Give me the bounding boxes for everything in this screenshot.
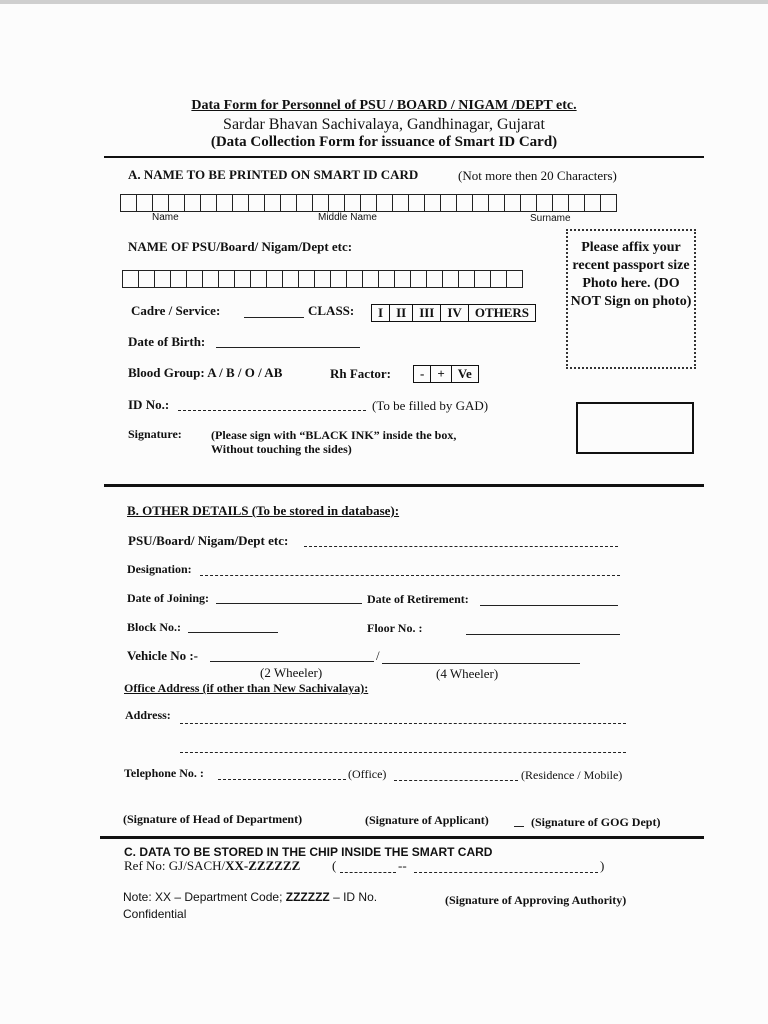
designation-label: Designation:	[127, 562, 192, 576]
dob-label: Date of Birth:	[128, 334, 206, 349]
class-option-5[interactable]: OTHERS	[474, 305, 530, 320]
sig-head-of-department: (Signature of Head of Department)	[123, 812, 303, 826]
joining-field[interactable]	[216, 592, 362, 604]
ref-dash: --	[398, 858, 407, 873]
retirement-label: Date of Retirement:	[367, 592, 469, 606]
block-label: Block No.:	[127, 620, 181, 634]
floor-label: Floor No. :	[367, 621, 423, 635]
section-b-divider	[100, 836, 704, 839]
rh-factor-label: Rh Factor:	[330, 366, 392, 381]
note-tail: – ID No.	[329, 890, 378, 904]
four-wheeler-caption: (4 Wheeler)	[436, 666, 499, 681]
floor-field[interactable]	[466, 623, 620, 635]
block-field[interactable]	[188, 621, 278, 633]
name-boxes[interactable]	[120, 194, 616, 212]
sig-applicant-line	[514, 815, 524, 827]
vehicle-label: Vehicle No :-	[127, 648, 199, 663]
signature-box[interactable]	[576, 402, 694, 454]
vehicle-4w-field[interactable]	[382, 652, 580, 664]
id-label: ID No.:	[128, 397, 170, 412]
rh-options[interactable]	[413, 365, 479, 383]
address-field-1[interactable]	[180, 712, 626, 724]
section-a-heading: A. NAME TO BE PRINTED ON SMART ID CARD	[128, 167, 419, 182]
signature-note-2: Without touching the sides)	[211, 442, 352, 456]
id-note: (To be filled by GAD)	[372, 398, 489, 413]
name-caption: Name	[152, 212, 179, 223]
vehicle-2w-field[interactable]	[210, 650, 374, 662]
telephone-office-field[interactable]	[218, 768, 346, 780]
sig-applicant: (Signature of Applicant)	[365, 813, 489, 827]
middle-name-caption: Middle Name	[318, 212, 377, 223]
section-a-note: (Not more then 20 Characters)	[458, 168, 617, 183]
class-option-2[interactable]: II	[390, 305, 413, 321]
ref-field-1[interactable]	[340, 861, 396, 873]
ref-prefix: Ref No: GJ/SACH/	[124, 858, 226, 873]
dob-field[interactable]	[216, 336, 360, 348]
header-divider	[104, 156, 704, 158]
photo-box: Please affix your recent passport size Photo here. (DO NOT Sign on photo)	[566, 229, 696, 369]
org-label: PSU/Board/ Nigam/Dept etc:	[128, 533, 289, 548]
section-a-divider	[104, 484, 704, 487]
section-c-heading: C. DATA TO BE STORED IN THE CHIP INSIDE THE SMART CARD	[124, 845, 493, 859]
signature-note-1: (Please sign with “BLACK INK” inside the box,	[211, 428, 457, 442]
rh-option-minus[interactable]: -	[414, 366, 431, 382]
vehicle-separator: /	[376, 648, 380, 663]
residence-caption: (Residence / Mobile)	[521, 768, 623, 782]
note-text: Note: XX – Department Code;	[123, 890, 286, 904]
confidential-label: Confidential	[123, 907, 187, 921]
id-field[interactable]	[178, 399, 366, 411]
joining-label: Date of Joining:	[127, 591, 209, 605]
form-address: Sardar Bhavan Sachivalaya, Gandhinagar, Gujarat	[223, 116, 545, 133]
scan-edge	[0, 0, 768, 4]
office-address-heading: Office Address (if other than New Sachivalaya):	[124, 681, 369, 695]
org-field[interactable]	[304, 535, 618, 547]
org-name-label: NAME OF PSU/Board/ Nigam/Dept etc:	[128, 239, 353, 254]
blood-group-label: Blood Group: A / B / O / AB	[128, 365, 283, 380]
cadre-label: Cadre / Service:	[131, 303, 221, 318]
form-subtitle: (Data Collection Form for issuance of Smart ID Card)	[210, 134, 558, 150]
telephone-residence-field[interactable]	[394, 769, 518, 781]
rh-option-ve[interactable]: Ve	[457, 366, 472, 381]
note-line	[123, 890, 377, 904]
section-b-heading: B. OTHER DETAILS (To be stored in database):	[127, 503, 400, 518]
org-name-boxes[interactable]	[122, 270, 522, 288]
office-caption: (Office)	[348, 767, 387, 781]
approving-authority-signature: (Signature of Approving Authority)	[445, 893, 627, 907]
ref-open-paren: (	[332, 858, 337, 873]
address-field-2[interactable]	[180, 741, 626, 753]
designation-field[interactable]	[200, 564, 620, 576]
class-option-3[interactable]: III	[413, 305, 441, 321]
ref-code: XX-ZZZZZZ	[225, 858, 301, 873]
rh-option-plus[interactable]: +	[431, 366, 451, 382]
telephone-label: Telephone No. :	[124, 766, 204, 780]
address-label: Address:	[125, 708, 171, 722]
ref-close-paren: )	[600, 858, 605, 873]
class-option-4[interactable]: IV	[441, 305, 468, 321]
surname-caption: Surname	[530, 213, 571, 224]
ref-line	[124, 858, 300, 874]
two-wheeler-caption: (2 Wheeler)	[260, 665, 323, 680]
note-code: ZZZZZZ	[285, 890, 330, 904]
form-title: Data Form for Personnel of PSU / BOARD / NIGAM /DEPT etc.	[191, 98, 577, 113]
class-option-1[interactable]: I	[372, 305, 390, 321]
retirement-field[interactable]	[480, 594, 618, 606]
class-options[interactable]	[371, 304, 536, 322]
cadre-field[interactable]	[244, 306, 304, 318]
signature-label: Signature:	[128, 427, 182, 441]
ref-field-2[interactable]	[414, 861, 598, 873]
class-label: CLASS:	[308, 303, 355, 318]
sig-gog-dept: (Signature of GOG Dept)	[531, 815, 661, 829]
